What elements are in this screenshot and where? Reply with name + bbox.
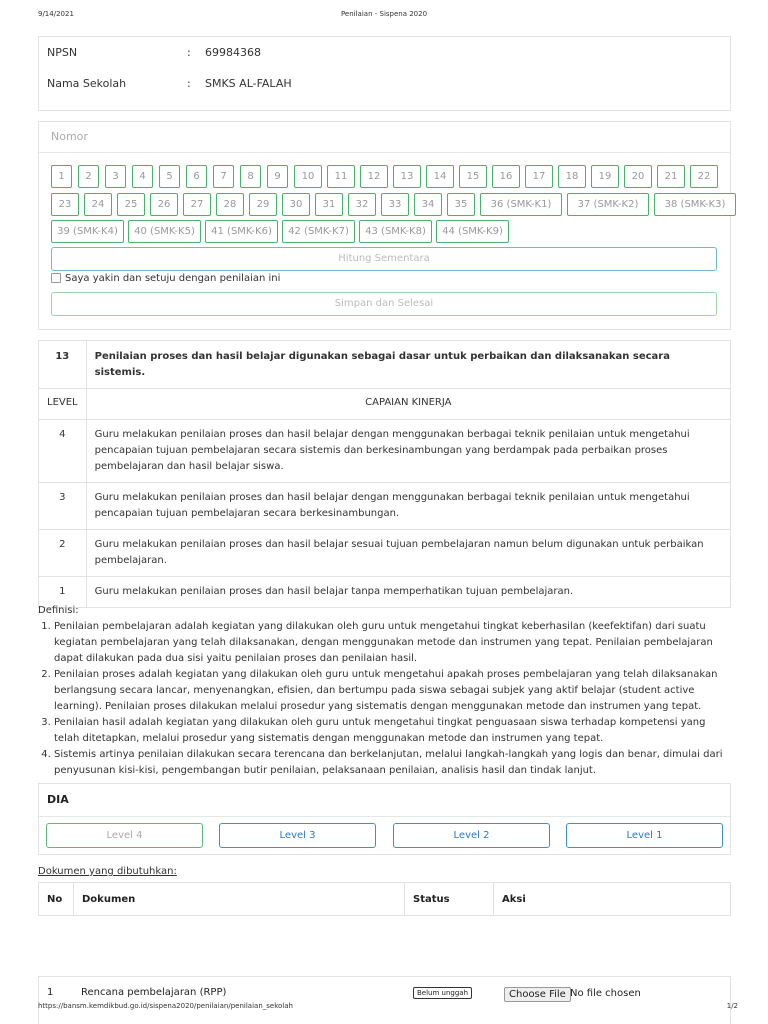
nomor-button-28[interactable]: 28 [216, 193, 244, 216]
col-header-no: No [39, 883, 74, 916]
nomor-button-20[interactable]: 20 [624, 165, 652, 188]
document-name: Rencana pembelajaran (RPP) [81, 987, 227, 998]
nomor-button-5[interactable]: 5 [159, 165, 180, 188]
nomor-button-34[interactable]: 34 [414, 193, 442, 216]
dia-panel-title: DIA [47, 793, 69, 806]
level-row [39, 420, 731, 483]
print-date: 9/14/2021 [38, 10, 74, 18]
npsn-value: 69984368 [205, 46, 261, 59]
nomor-button-36[interactable]: 36 (SMK-K1) [480, 193, 562, 216]
nama-sekolah-label: Nama Sekolah [47, 77, 127, 90]
school-info-panel [38, 36, 731, 111]
agree-checkbox[interactable] [51, 273, 61, 283]
col-header-aksi: Aksi [494, 883, 731, 916]
nomor-button-19[interactable]: 19 [591, 165, 619, 188]
nomor-button-38[interactable]: 38 (SMK-K3) [654, 193, 736, 216]
nomor-button-9[interactable]: 9 [267, 165, 288, 188]
nomor-button-4[interactable]: 4 [132, 165, 153, 188]
level-number: 3 [39, 483, 87, 530]
level-description: Guru melakukan penilaian proses dan hasil belajar sesuai tujuan pembelajaran namun belum digunakan untuk perbaikan pembelajaran. [86, 530, 730, 577]
nomor-button-32[interactable]: 32 [348, 193, 376, 216]
level-number: 2 [39, 530, 87, 577]
simpan-selesai-button[interactable]: Simpan dan Selesai [51, 292, 717, 316]
nomor-button-8[interactable]: 8 [240, 165, 261, 188]
nama-sekolah-value: SMKS AL-FALAH [205, 77, 292, 90]
nomor-button-42[interactable]: 42 (SMK-K7) [282, 220, 355, 243]
nama-sekolah-colon: : [187, 77, 191, 90]
level-4-button[interactable]: Level 4 [46, 823, 203, 848]
definition-item: 3. Penilaian hasil adalah kegiatan yang dilakukan oleh guru untuk mengetahui tingkat penguasaan siswa terhadap kompetensi yang telah ditetapkan, melalui prosedur yang sistematis dengan menggunakan metode dan instrumen yang tepat. [54, 715, 731, 747]
level-description: Guru melakukan penilaian proses dan hasil belajar dengan menggunakan berbagai teknik penilaian untuk mengetahui pencapaian tujuan pembelajaran secara sistemis dan berkesinambungan yang berdampak pada perbaikan proses pembelajaran dan hasil belajar siswa. [86, 420, 730, 483]
choose-file-button[interactable]: Choose File [504, 987, 571, 1002]
print-page-title: Penilaian - Sispena 2020 [340, 10, 428, 18]
agree-checkbox-row[interactable] [51, 273, 280, 284]
definitions-section [38, 603, 731, 779]
print-url: https://bansm.kemdikbud.go.id/sispena2020/penilaian/penilaian_sekolah [38, 1002, 293, 1010]
level-1-button[interactable]: Level 1 [566, 823, 723, 848]
print-page-number: 1/2 [726, 1002, 738, 1010]
documents-header-row [39, 883, 731, 916]
nomor-button-30[interactable]: 30 [282, 193, 310, 216]
nomor-button-37[interactable]: 37 (SMK-K2) [567, 193, 649, 216]
level-number: 1 [39, 577, 87, 608]
table-row [38, 976, 731, 1024]
capaian-kinerja-header: CAPAIAN KINERJA [86, 389, 730, 420]
criteria-header-row [39, 341, 731, 389]
nomor-button-13[interactable]: 13 [393, 165, 421, 188]
level-description: Guru melakukan penilaian proses dan hasil belajar dengan menggunakan berbagai teknik penilaian untuk mengetahui pencapaian tujuan pembelajaran secara berkesinambungan. [86, 483, 730, 530]
nomor-panel-header [39, 122, 730, 153]
nomor-button-33[interactable]: 33 [381, 193, 409, 216]
nomor-button-16[interactable]: 16 [492, 165, 520, 188]
definitions-title: Definisi: [38, 605, 79, 616]
level-row [39, 483, 731, 530]
level-2-button[interactable]: Level 2 [393, 823, 550, 848]
level-number: 4 [39, 420, 87, 483]
nomor-button-23[interactable]: 23 [51, 193, 79, 216]
level-header-row [39, 389, 731, 420]
file-status-text: No file chosen [570, 988, 641, 999]
nomor-button-40[interactable]: 40 (SMK-K5) [128, 220, 201, 243]
dia-panel-header [39, 784, 730, 817]
level-row [39, 530, 731, 577]
nomor-button-26[interactable]: 26 [150, 193, 178, 216]
level-description: Guru melakukan penilaian proses dan hasil belajar tanpa memperhatikan tujuan pembelajaran. [86, 577, 730, 608]
nomor-button-18[interactable]: 18 [558, 165, 586, 188]
nomor-panel [38, 121, 731, 330]
nomor-button-44[interactable]: 44 (SMK-K9) [436, 220, 509, 243]
nomor-button-11[interactable]: 11 [327, 165, 355, 188]
level-3-button[interactable]: Level 3 [219, 823, 376, 848]
document-no: 1 [47, 987, 54, 998]
definition-item: 1. Penilaian pembelajaran adalah kegiatan yang dilakukan oleh guru untuk mengetahui tingkat keberhasilan (keefektifan) dari suatu kegiatan pembelajaran yang telah dilaksanakan, dengan menggunakan metode dan instrumen yang tepat. Penilaian pembelajaran dapat dilakukan pada dua sisi yaitu penilaian proses dan penilaian hasil. [54, 619, 731, 667]
col-header-status: Status [405, 883, 494, 916]
nomor-button-43[interactable]: 43 (SMK-K8) [359, 220, 432, 243]
criteria-statement: Penilaian proses dan hasil belajar digunakan sebagai dasar untuk perbaikan dan dilaksanakan secara sistemis. [86, 341, 730, 389]
definitions-list [38, 619, 731, 779]
nomor-button-14[interactable]: 14 [426, 165, 454, 188]
nomor-button-29[interactable]: 29 [249, 193, 277, 216]
level-header: LEVEL [39, 389, 87, 420]
nomor-button-31[interactable]: 31 [315, 193, 343, 216]
hitung-sementara-button[interactable]: Hitung Sementara [51, 247, 717, 271]
nomor-button-35[interactable]: 35 [447, 193, 475, 216]
npsn-label: NPSN [47, 46, 78, 59]
definition-item: 2. Penilaian proses adalah kegiatan yang dilakukan oleh guru untuk mengetahui apakah proses pembelajaran yang telah dilaksanakan berlangsung secara lancar, menyenangkan, efisien, dan bertumpu pada siswa sebagai subjek yang aktif belajar (student active learning). Penilaian proses dilakukan melalui prosedur yang sistematis dengan menggunakan metode dan instrumen yang tepat. [54, 667, 731, 715]
definition-item: 4. Sistemis artinya penilaian dilakukan secara terencana dan berkelanjutan, melalui langkah-langkah yang logis dan benar, dimulai dari penyusunan kisi-kisi, pengembangan butir penilaian, pelaksanaan penilaian, analisis hasil dan tindak lanjut. [54, 747, 731, 779]
documents-title: Dokumen yang dibutuhkan: [38, 866, 177, 877]
nomor-button-15[interactable]: 15 [459, 165, 487, 188]
nomor-button-1[interactable]: 1 [51, 165, 72, 188]
nomor-button-2[interactable]: 2 [78, 165, 99, 188]
nomor-button-25[interactable]: 25 [117, 193, 145, 216]
criteria-table [38, 340, 731, 608]
nomor-button-22[interactable]: 22 [690, 165, 718, 188]
nomor-button-12[interactable]: 12 [360, 165, 388, 188]
nomor-button-27[interactable]: 27 [183, 193, 211, 216]
npsn-colon: : [187, 46, 191, 59]
nomor-button-39[interactable]: 39 (SMK-K4) [51, 220, 124, 243]
nomor-button-21[interactable]: 21 [657, 165, 685, 188]
documents-table [38, 882, 731, 916]
criteria-number: 13 [39, 341, 87, 389]
nomor-button-7[interactable]: 7 [213, 165, 234, 188]
nomor-button-3[interactable]: 3 [105, 165, 126, 188]
nomor-button-6[interactable]: 6 [186, 165, 207, 188]
col-header-dokumen: Dokumen [74, 883, 405, 916]
dia-panel [38, 783, 731, 855]
nomor-button-10[interactable]: 10 [294, 165, 322, 188]
nomor-button-17[interactable]: 17 [525, 165, 553, 188]
status-badge: Belum unggah [413, 987, 472, 999]
nomor-button-24[interactable]: 24 [84, 193, 112, 216]
nomor-panel-title: Nomor [51, 130, 88, 143]
nomor-button-41[interactable]: 41 (SMK-K6) [205, 220, 278, 243]
agree-label: Saya yakin dan setuju dengan penilaian ini [65, 273, 281, 284]
